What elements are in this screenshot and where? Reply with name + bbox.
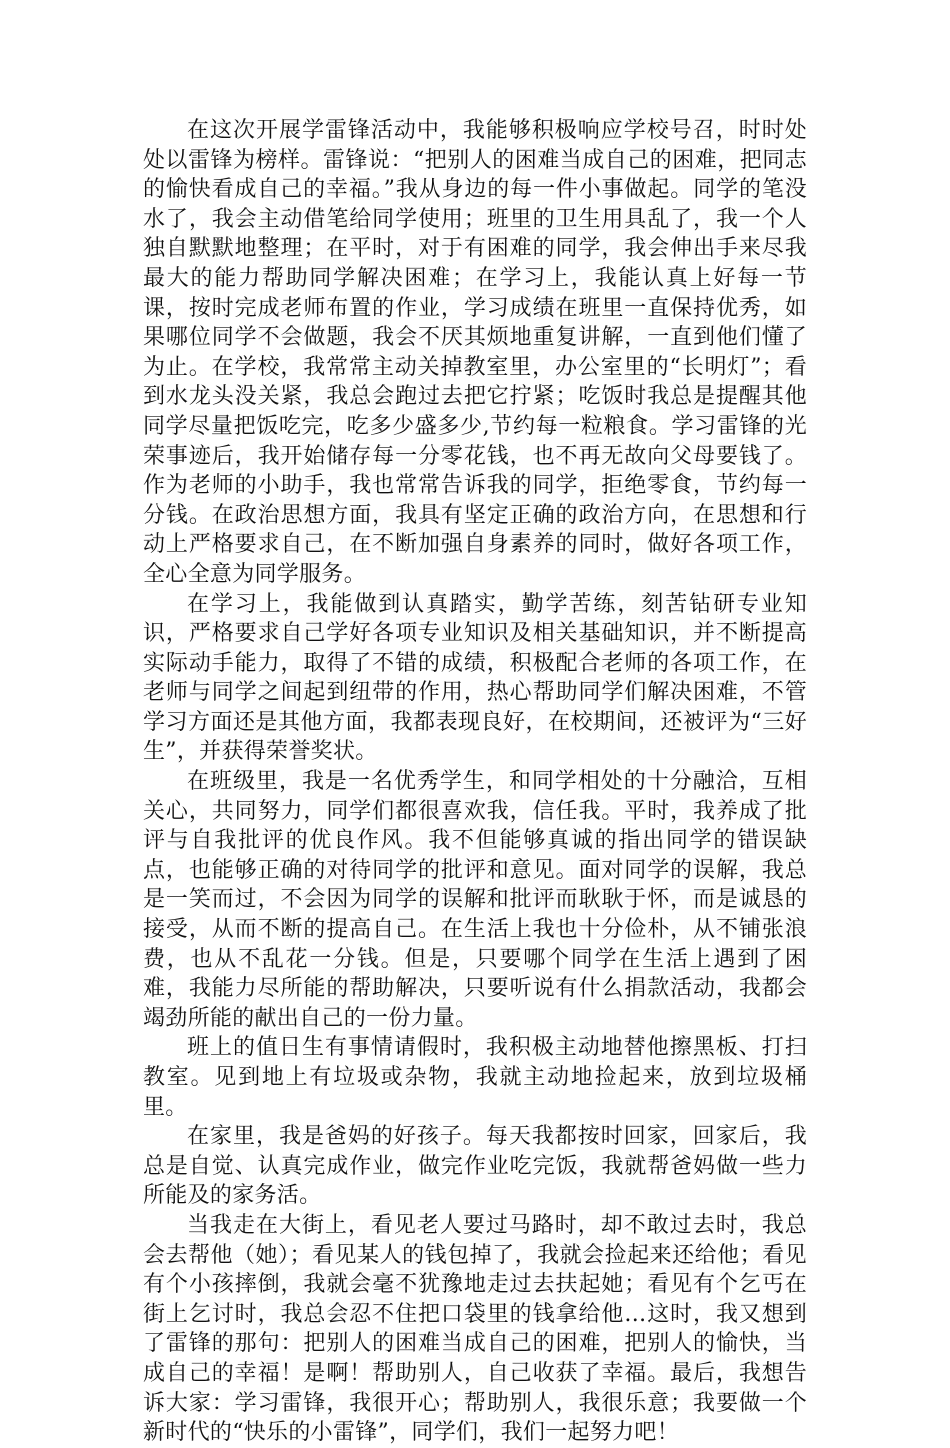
paragraph-5: 在家里，我是爸妈的好孩子。每天我都按时回家，回家后，我总是自觉、认真完成作业，做完作业吃完饭，我就帮爸妈做一些力所能及的家务活。 <box>143 1124 807 1209</box>
paragraph-2: 在学习上，我能做到认真踏实，勤学苦练，刻苦钻研专业知识，严格要求自己学好各项专业知识及相关基础知识，并不断提高实际动手能力，取得了不错的成绩，积极配合老师的各项工作，在老师与同学之间起到纽带的作用，热心帮助同学们解决困难，不管学习方面还是其他方面，我都表现良好，在校期间，还被评为“三好生”，并获得荣誉奖状。 <box>143 591 807 765</box>
paragraph-3: 在班级里，我是一名优秀学生，和同学相处的十分融洽，互相关心，共同努力，同学们都很喜欢我，信任我。平时，我养成了批评与自我批评的优良作风。我不但能够真诚的指出同学的错误缺点，也能够正确的对待同学的批评和意见。面对同学的误解，我总是一笑而过，不会因为同学的误解和批评而耿耿于怀，而是诚恳的接受，从而不断的提高自己。在生活上我也十分俭朴，从不铺张浪费，也从不乱花一分钱。但是，只要哪个同学在生活上遇到了困难，我能力尽所能的帮助解决，只要听说有什么捐款活动，我都会竭劲所能的献出自己的一份力量。 <box>143 769 807 1031</box>
document-body <box>143 116 807 1448</box>
paragraph-4: 班上的值日生有事情请假时，我积极主动地替他擦黑板、打扫教室。见到地上有垃圾或杂物，我就主动地捡起来，放到垃圾桶里。 <box>143 1035 807 1120</box>
paragraph-6: 当我走在大街上，看见老人要过马路时，却不敢过去时，我总会去帮他（她）；看见某人的钱包掉了，我就会捡起来还给他；看见有个小孩摔倒，我就会毫不犹豫地走过去扶起她；看见有个乞丐在街上乞讨时，我总会忍不住把口袋里的钱拿给他…这时，我又想到了雷锋的那句：把别人的困难当成自己的困难，把别人的愉快，当成自己的幸福！是啊！帮助别人，自己收获了幸福。最后，我想告诉大家：学习雷锋，我很开心；帮助别人，我很乐意；我要做一个新时代的“快乐的小雷锋”，同学们，我们一起努力吧！ <box>143 1212 807 1446</box>
paragraph-1: 在这次开展学雷锋活动中，我能够积极响应学校号召，时时处处以雷锋为榜样。雷锋说：“把别人的困难当成自己的困难，把同志的愉快看成自己的幸福。”我从身边的每一件小事做起。同学的笔没水了，我会主动借笔给同学使用；班里的卫生用具乱了，我一个人独自默默地整理；在平时，对于有困难的同学，我会伸出手来尽我最大的能力帮助同学解决困难；在学习上，我能认真上好每一节课，按时完成老师布置的作业，学习成绩在班里一直保持优秀，如果哪位同学不会做题，我会不厌其烦地重复讲解，一直到他们懂了为止。在学校，我常常主动关掉教室里，办公室里的“长明灯”；看到水龙头没关紧，我总会跑过去把它拧紧；吃饭时我总是提醒其他同学尽量把饭吃完，吃多少盛多少,节约每一粒粮食。学习雷锋的光荣事迹后，我开始储存每一分零花钱，也不再无故向父母要钱了。作为老师的小助手，我也常常告诉我的同学，拒绝零食，节约每一分钱。在政治思想方面，我具有坚定正确的政治方向，在思想和行动上严格要求自己，在不断加强自身素养的同时，做好各项工作，全心全意为同学服务。 <box>143 118 807 587</box>
